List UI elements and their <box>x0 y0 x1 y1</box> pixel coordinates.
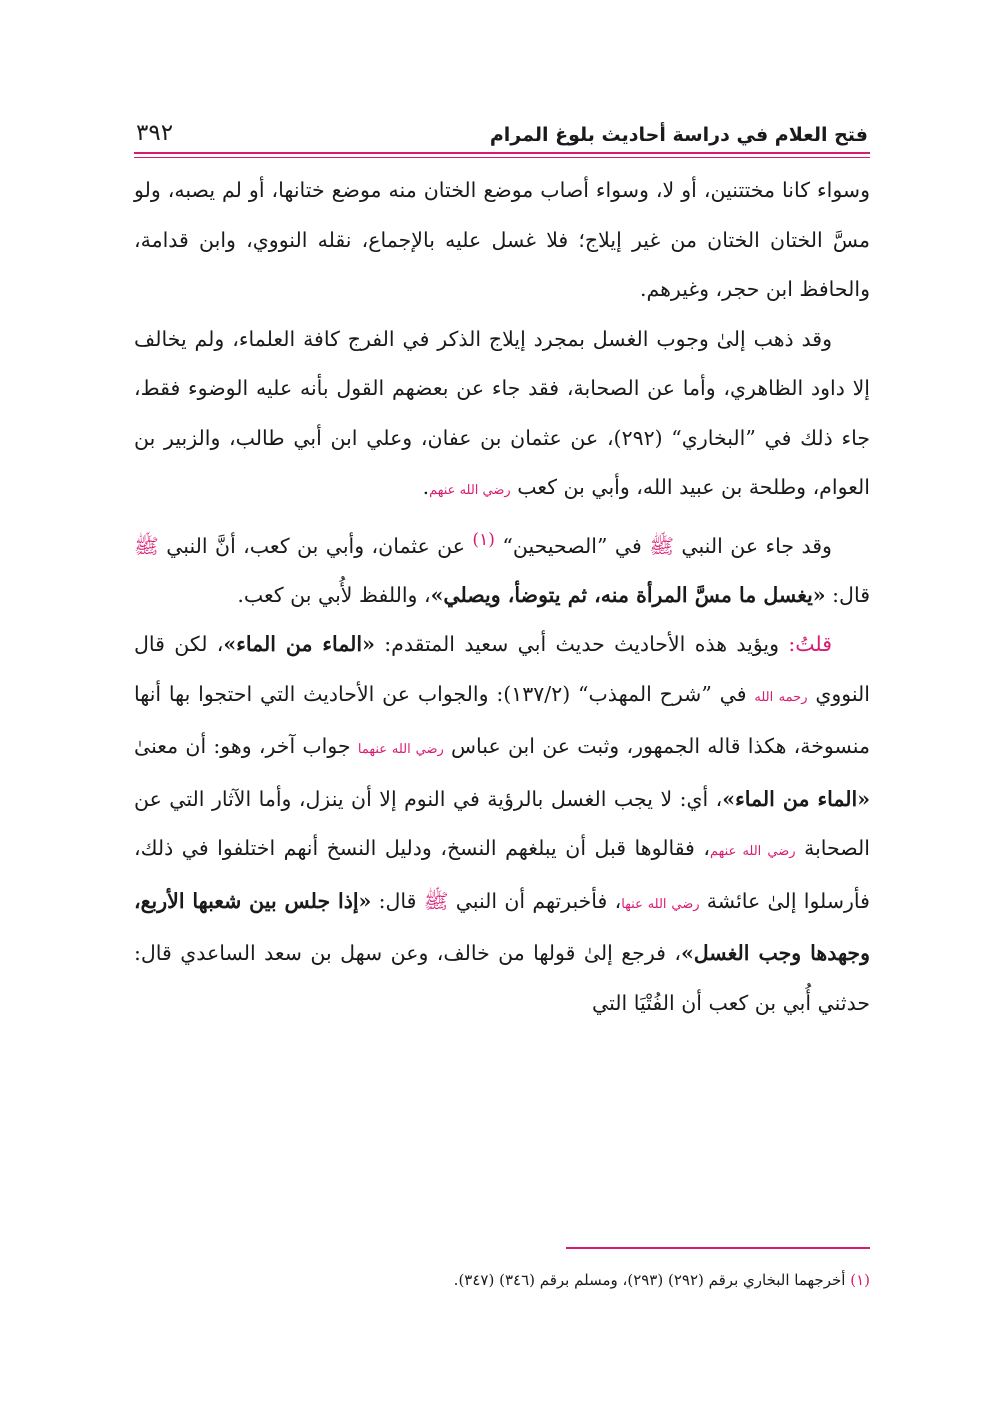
hadith-quote: «الماء من الماء» <box>223 632 375 657</box>
footnote <box>134 1268 870 1292</box>
page-number: ٣٩٢ <box>136 120 174 146</box>
honorific-rahimahu: رحمه الله <box>754 689 808 705</box>
book-title: فتح العلام في دراسة أحاديث بلوغ المرام <box>489 124 868 146</box>
header-rule-thin <box>134 157 870 158</box>
footnote-rule <box>566 1247 870 1249</box>
header-rule <box>134 152 870 154</box>
footnote-text: أخرجهما البخاري برقم (٢٩٢) (٢٩٣)، ومسلم برقم (٣٤٦) (٣٤٧). <box>453 1271 846 1289</box>
footnote-ref: (١) <box>472 529 495 550</box>
honorific-radiya-anhum: رضي الله عنهم <box>429 483 511 498</box>
paragraph-4-text-b: ، لكن قال النووي <box>134 632 870 706</box>
paragraph-4-text-d: جواب آخر، وهو: أن معنىٰ <box>134 734 351 759</box>
running-header <box>134 100 870 146</box>
paragraph-2-text: وقد ذهب إلىٰ وجوب الغسل بمجرد إيلاج الذكر في الفرج كافة العلماء، ولم يخالف إلا داود الظاهري، وأما عن الصحابة، فقد جاء عن بعضهم القول بأنه عليه الوضوء فقط، جاء ذلك في ”البخاري“ (٢٩٢)، عن عثمان بن عفان، وعلي ابن أبي طالب، والزبير بن العوام، وطلحة بن عبيد الله، وأبي بن كعب <box>134 326 871 499</box>
paragraph-3-text-a: وقد جاء عن النبي <box>681 533 832 558</box>
paragraph-4-text-h: قال: <box>378 888 417 913</box>
page <box>134 100 870 1028</box>
hadith-quote: «الماء من الماء» <box>722 786 871 811</box>
paragraph-3-text-c: عن عثمان، وأبي بن كعب، أنَّ النبي <box>166 533 465 558</box>
paragraph-2: وقد ذهب إلىٰ وجوب الغسل بمجرد إيلاج الذكر في الفرج كافة العلماء، ولم يخالف إلا داود الظاهري، وأما عن الصحابة، فقد جاء عن بعضهم القول بأنه عليه الوضوء فقط، جاء ذلك في ”البخاري“ (٢٩٢)، عن عثمان بن عفان، وعلي ابن أبي طالب، والزبير بن العوام، وطلحة بن عبيد الله، وأبي بن كعب رضي الله عنهم. <box>134 326 871 499</box>
paragraph-4-text-e: ، أي: لا يجب الغسل بالرؤية في النوم إلا أن ينزل، وأما الآثار التي عن الصحابة <box>134 786 870 861</box>
paragraph-1: وسواء كانا مختتنين، أو لا، وسواء أصاب موضع الختان منه موضع ختانها، أو لم يصبه، ولو مسَّ الختان الختان من غير إيلاج؛ فلا غسل عليه بالإجماع، نقله النووي، وابن قدامة، والحافظ ابن حجر، وغيرهم. <box>134 178 870 301</box>
paragraph-3-text-d: قال: <box>832 582 870 607</box>
honorific-salla: ﷺ <box>423 888 449 913</box>
body-text <box>134 166 870 1028</box>
paragraph-4-text-g: ، فأخبرتهم أن النبي <box>455 888 622 913</box>
hadith-quote: «إذا جلس بين شعبها الأربع، وجهدها وجب الغسل» <box>134 888 870 966</box>
hadith-quote: «يغسل ما مسَّ المرأة منه، ثم يتوضأ، ويصلي» <box>430 582 826 607</box>
paragraph-4-text-a: ويؤيد هذه الأحاديث حديث أبي سعيد المتقدم: <box>384 632 780 657</box>
honorific-salla: ﷺ <box>134 533 159 558</box>
honorific-salla: ﷺ <box>649 533 674 558</box>
qultu-label: قلتُ: <box>788 632 832 657</box>
paragraph-4 <box>134 620 870 1028</box>
paragraph-3-text-b: في ”الصحيحين“ <box>502 533 642 558</box>
honorific-radiya-anha: رضي الله عنها <box>621 896 700 912</box>
paragraph-4-text-f: ، فقالوها قبل أن يبلغهم النسخ، ودليل النسخ أنهم اختلفوا في ذلك، فأرسلوا إلىٰ عائشة <box>134 836 870 913</box>
paragraph-3 <box>134 516 870 621</box>
honorific-radiya-anhuma: رضي الله عنهما <box>357 742 444 758</box>
paragraph-3-text-e: ، واللفظ لأُبي بن كعب. <box>237 582 431 607</box>
footnote-number: (١) <box>850 1271 870 1289</box>
paragraph-4-text-i: ، فرجع إلىٰ قولها من خالف، وعن سهل بن سعد الساعدي قال: حدثني أُبي بن كعب أن الفُتْيَا التي <box>134 941 870 1015</box>
honorific-radiya-anhum: رضي الله عنهم <box>710 844 796 860</box>
paragraph-4-text-c: في ”شرح المهذب“ (١٣٧/٢): والجواب عن الأحاديث التي احتجوا بها أنها منسوخة، هكذا قاله الجمهور، وثبت عن ابن عباس <box>134 681 870 759</box>
